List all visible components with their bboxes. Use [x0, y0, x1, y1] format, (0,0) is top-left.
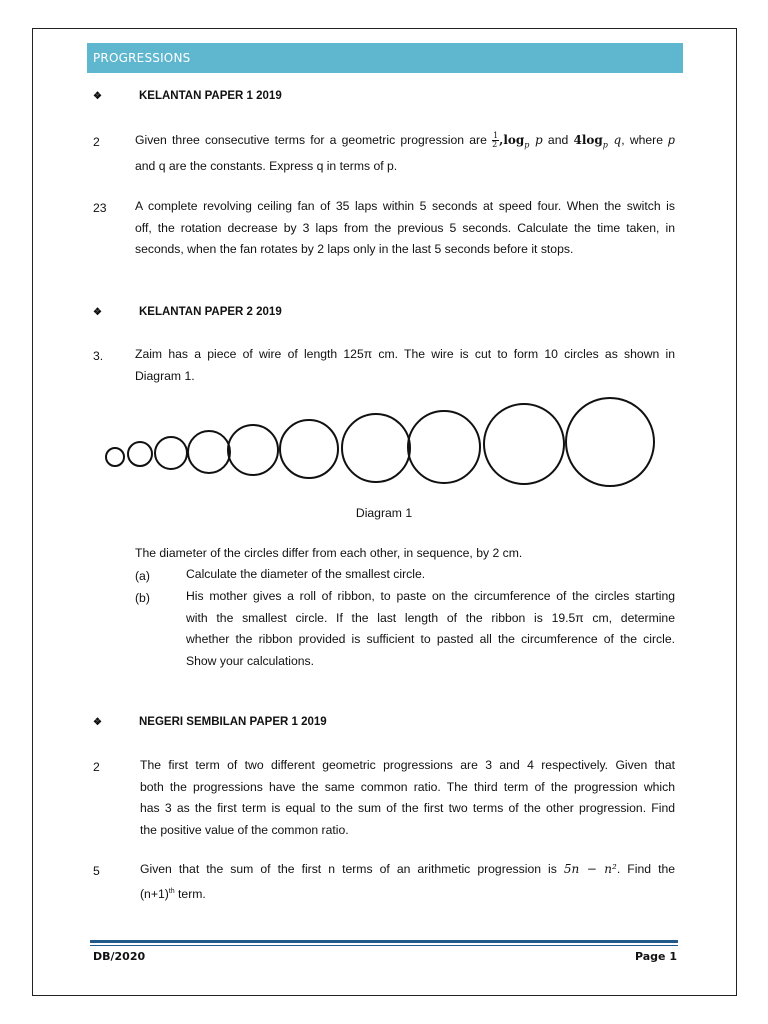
subpart-text-a: [186, 564, 675, 586]
log-term: 4log: [573, 133, 603, 147]
diagram-1-circles: [98, 393, 678, 493]
question-text-line: the positive value of the common ratio.: [140, 822, 349, 837]
section-title: NEGERI SEMBILAN PAPER 1 2019: [139, 716, 327, 728]
circle-3: [155, 437, 187, 469]
question-text-line: His mother gives a roll of ribbon, to paste on the circumference of the circles starting: [186, 589, 675, 603]
question-text-line: has 3 as the first term is equal to the sum of the first two terms of the other progression. Find: [140, 801, 675, 815]
circle-8: [408, 411, 480, 483]
footer-rule-thin: [90, 945, 678, 946]
footer-rule: [90, 940, 678, 943]
question-text-part: Given that the sum of the first n terms of an arithmetic progression is: [140, 862, 557, 876]
question-text-part: Given three consecutive terms for a geometric progression are: [135, 133, 487, 147]
section-heading-kelantan-p1: [93, 90, 282, 102]
diamond-bullet-icon: ❖: [93, 717, 102, 728]
subpart-label-a: (a): [135, 569, 150, 583]
circle-9: [484, 404, 564, 484]
question-text-line: The first term of two different geometric progressions are 3 and 4 respectively. Given that: [140, 758, 675, 772]
section-heading-negeri-sembilan-p1: [93, 716, 327, 728]
question-number: 2: [93, 760, 100, 774]
question-number: 5: [93, 864, 100, 878]
question-number: 23: [93, 201, 107, 215]
diamond-bullet-icon: ❖: [93, 307, 102, 318]
log-base: p: [524, 140, 530, 150]
question-text: [140, 859, 675, 905]
question-text-part: and: [542, 133, 574, 147]
superscript: th: [168, 887, 175, 895]
page-header-banner: PROGRESSIONS: [87, 43, 683, 73]
question-text: [135, 130, 675, 177]
circle-6: [280, 420, 338, 478]
circle-4: [188, 431, 230, 473]
subpart-text-b: [186, 586, 675, 672]
question-text-part: (n+1): [140, 886, 169, 901]
question-text-line: and q are the constants. Express q in terms of p.: [135, 158, 398, 173]
section-title: KELANTAN PAPER 1 2019: [139, 90, 282, 102]
question-text-part: , where: [621, 133, 664, 147]
circle-2: [128, 442, 152, 466]
fraction-denominator: 2: [492, 140, 498, 150]
question-text-line: Diagram 1.: [135, 368, 195, 383]
math-expression: 5n − n²: [563, 862, 617, 876]
question-text-line: off, the rotation decrease by 3 laps from the previous 5 seconds. Calculate the time taken, in: [135, 220, 675, 235]
question-text-line: seconds, when the fan rotates by 2 laps only in the last 5 seconds before it stops.: [135, 242, 574, 256]
question-text-line: whether the ribbon provided is sufficient to pasted all the circumference of the circle.: [186, 632, 675, 646]
log-term: ,log: [499, 133, 525, 147]
log-base: p: [602, 140, 608, 150]
question-text: [135, 344, 675, 387]
question-text-line: The diameter of the circles differ from each other, in sequence, by 2 cm.: [135, 546, 523, 560]
circle-1: [106, 448, 124, 466]
question-text-line: Zaim has a piece of wire of length 125π cm. The wire is cut to form 10 circles as shown in: [135, 347, 675, 361]
question-text-line: Show your calculations.: [186, 653, 315, 668]
question-number: 2: [93, 135, 100, 149]
question-number: 3.: [93, 349, 104, 363]
circle-10: [566, 398, 654, 486]
diamond-bullet-icon: ❖: [93, 91, 102, 102]
question-text-part: . Find the: [616, 862, 676, 876]
footer-page-number: Page 1: [634, 950, 677, 963]
question-text-part: term.: [174, 886, 206, 901]
question-text-line: both the progressions have the same common ratio. The third term of the progression which: [140, 779, 675, 794]
question-intro: [135, 543, 675, 565]
section-heading-kelantan-p2: [93, 306, 282, 318]
question-text-line: Calculate the diameter of the smallest circle.: [186, 567, 426, 581]
diagram-caption: Diagram 1: [355, 506, 413, 520]
subpart-label-b: (b): [135, 591, 150, 605]
fraction-numerator: 1: [493, 131, 499, 141]
question-text: [135, 196, 675, 261]
question-text-line: A complete revolving ceiling fan of 35 laps within 5 seconds at speed four. When the switch is: [135, 199, 675, 213]
log-argument: q: [607, 133, 622, 147]
question-text: [140, 755, 675, 841]
log-argument: p: [529, 133, 543, 147]
section-title: KELANTAN PAPER 2 2019: [139, 306, 282, 318]
circle-5: [228, 425, 278, 475]
question-text-line: with the smallest circle. If the last length of the ribbon is 19.5π cm, determine: [186, 610, 675, 625]
circle-7: [342, 414, 410, 482]
variable-p: p: [668, 133, 675, 147]
footer-doc-id: DB/2020: [93, 950, 146, 963]
